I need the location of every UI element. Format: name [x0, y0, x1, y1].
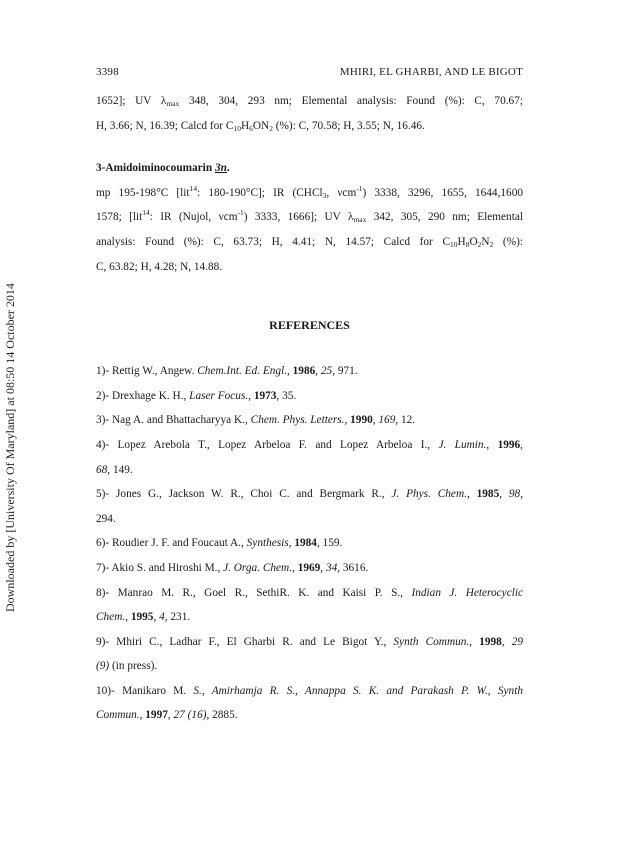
- continued-line-1: 1652]; UV $\lambda_{max}$ 348, 304, 293 nm; Elemental analysis: Found (%): C, 70.67;: [96, 95, 523, 108]
- reference-item: 10)- Manikaro M. S., Amirhamja R. S., Annappa S. K. and Parakash P. W., Synth: [96, 684, 523, 697]
- page-number: 3398: [96, 66, 119, 78]
- compound-line-4: C, 63.82; H, 4.28; N, 14.88.: [96, 260, 223, 273]
- reference-item: 3)- Nag A. and Bhattacharyya K., Chem. Phys. Letters., 1990, 169, 12.: [96, 414, 416, 427]
- reference-item: 6)- Roudier J. F. and Foucaut A., Synthesis, 1984, 159.: [96, 537, 343, 550]
- reference-item: 1)- Rettig W., Angew. Chem.Int. Ed. Engl., 1986, 25, 971.: [96, 365, 358, 378]
- compound-line-2: 1578; [lit$^{14}$: IR (Nujol, νcm$^{-1}$) 3333, 1666]; UV $\lambda_{max}$ 342, 305, 290 nm; Elemental: [96, 208, 523, 225]
- reference-item: 7)- Akio S. and Hiroshi M., J. Orga. Chem., 1969, 34, 3616.: [96, 561, 369, 574]
- reference-item: 4)- Lopez Arebola T., Lopez Arbeloa F. and Lopez Arbeloa I., J. Lumin., 1996,: [96, 438, 523, 451]
- reference-item: 9)- Mhiri C., Ladhar F., El Gharbi R. and Le Bigot Y., Synth Commun., 1998, 29: [96, 635, 523, 648]
- reference-item-continued: 68, 149.: [96, 463, 133, 476]
- download-watermark: Downloaded by [University Of Maryland] at 08:50 14 October 2014: [3, 283, 17, 612]
- references-heading: REFERENCES: [269, 318, 350, 333]
- compound-line-3: analysis: Found (%): C, 63.73; H, 4.41; N, 14.57; Calcd for $C_{10}H_8O_2N_2$ (%):: [96, 235, 524, 249]
- running-head: MHIRI, EL GHARBI, AND LE BIGOT: [339, 66, 523, 78]
- page-header: [96, 66, 523, 82]
- compound-line-1: mp 195-198°C [lit$^{14}$: 180-190°C]; IR (CHCl$_3$, νcm$^{-1}$) 3338, 3296, 1655, 1644,1600: [96, 183, 524, 200]
- reference-item-continued: Chem., 1995, 4, 231.: [96, 611, 191, 624]
- reference-list: [96, 363, 523, 732]
- reference-item: 5)- Jones G., Jackson W. R., Choi C. and Bergmark R., J. Phys. Chem., 1985, 98,: [96, 488, 524, 501]
- continued-line-2: H, 3.66; N, 16.39; Calcd for $C_{10}H_6ON_2$ (%): C, 70.58; H, 3.55; N, 16.46.: [96, 119, 425, 133]
- reference-item: 8)- Manrao M. R., Goel R., SethiR. K. and Kaisi P. S., Indian J. Heterocyclic: [96, 586, 523, 599]
- compound-heading: 3-Amidoiminocoumarin 3n.: [96, 162, 230, 175]
- reference-item-continued: Commun., 1997, 27 (16), 2885.: [96, 709, 238, 722]
- reference-item: 2)- Drexhage K. H., Laser Focus., 1973, 35.: [96, 389, 297, 402]
- reference-item-continued: (9) (in press).: [96, 660, 158, 673]
- page-body: [96, 93, 523, 732]
- reference-item-continued: 294.: [96, 512, 116, 525]
